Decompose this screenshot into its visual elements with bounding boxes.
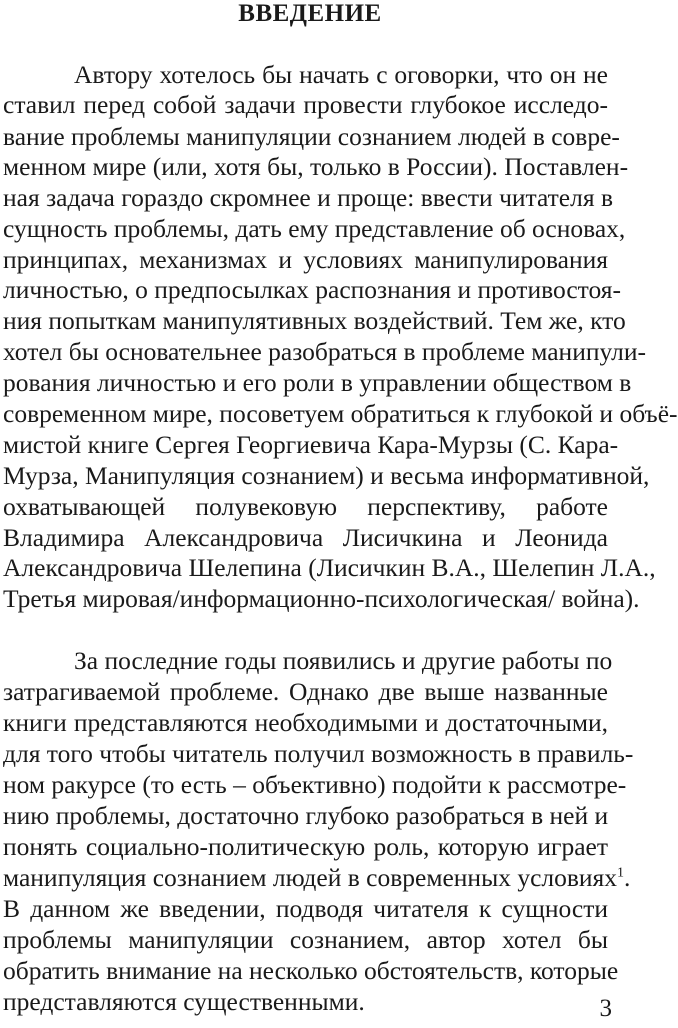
text-line: Автору хотелось бы начать с оговорки, что он не: [74, 60, 608, 89]
text-line: ная задача гораздо скромнее и проще: ввести читателя в: [3, 183, 613, 212]
text-line: За последние годы появились и другие работы по: [74, 646, 613, 675]
page-number: 3: [599, 995, 612, 1022]
text-line-with-footnote: [3, 863, 631, 893]
text-line: Александровича Шелепина (Лисичкин В.А., Шелепин Л.А.,: [3, 553, 656, 582]
text-line: обратить внимание на несколько обстоятельств, которые: [3, 956, 619, 985]
chapter-heading: ВВЕДЕНИЕ: [238, 0, 382, 27]
text-line: хотел бы основательнее разобраться в проблеме манипули-: [3, 337, 646, 366]
text-fragment: .: [624, 863, 631, 892]
text-line: мистой книге Сергея Георгиевича Кара-Мурзы (С. Кара-: [3, 430, 619, 459]
text-line: ставил перед собой задачи провести глубокое исследо-: [3, 90, 608, 119]
text-line: для того чтобы читатель получил возможность в правиль-: [3, 739, 634, 768]
text-line: принципах, механизмах и условиях манипулирования: [3, 245, 608, 274]
text-line: ном ракурсе (то есть – объективно) подойти к рассмотре-: [3, 770, 627, 799]
text-line: вание проблемы манипуляции сознанием людей в совре-: [3, 122, 620, 151]
text-line: Мурза, Манипуляция сознанием) и весьма информативной,: [3, 461, 650, 490]
text-line: В данном же введении, подводя читателя к сущности: [3, 894, 608, 923]
text-line: личностью, о предпосылках распознания и противостоя-: [3, 275, 621, 304]
text-line: современном мире, посоветуем обратиться к глубокой и объё-: [3, 399, 678, 428]
text-line: охватывающей полувековую перспективу, работе: [3, 492, 608, 521]
text-line: представляются существенными.: [3, 987, 365, 1016]
text-line: понять социально-политическую роль, которую играет: [3, 832, 608, 861]
text-line: книги представляются необходимыми и достаточными,: [3, 708, 608, 737]
text-line: рования личностью и его роли в управлении обществом в: [3, 368, 632, 397]
text-line: затрагиваемой проблеме. Однако две выше названные: [3, 677, 608, 706]
text-line: нию проблемы, достаточно глубоко разобраться в ней и: [3, 801, 609, 830]
text-line: менном мире (или, хотя бы, только в России). Поставлен-: [3, 152, 629, 181]
footnote-reference[interactable]: 1: [617, 865, 625, 881]
text-line: Третья мировая/информационно-психологическая/ война).: [3, 584, 640, 613]
text-line: Владимира Александровича Лисичкина и Леонида: [3, 523, 608, 552]
text-line: ния попыткам манипулятивных воздействий. Тем же, кто: [3, 306, 626, 335]
text-fragment: манипуляция сознанием людей в современных условиях: [3, 863, 618, 892]
text-line: сущность проблемы, дать ему представление об основах,: [3, 214, 626, 243]
text-line: проблемы манипуляции сознанием, автор хотел бы: [3, 925, 608, 954]
